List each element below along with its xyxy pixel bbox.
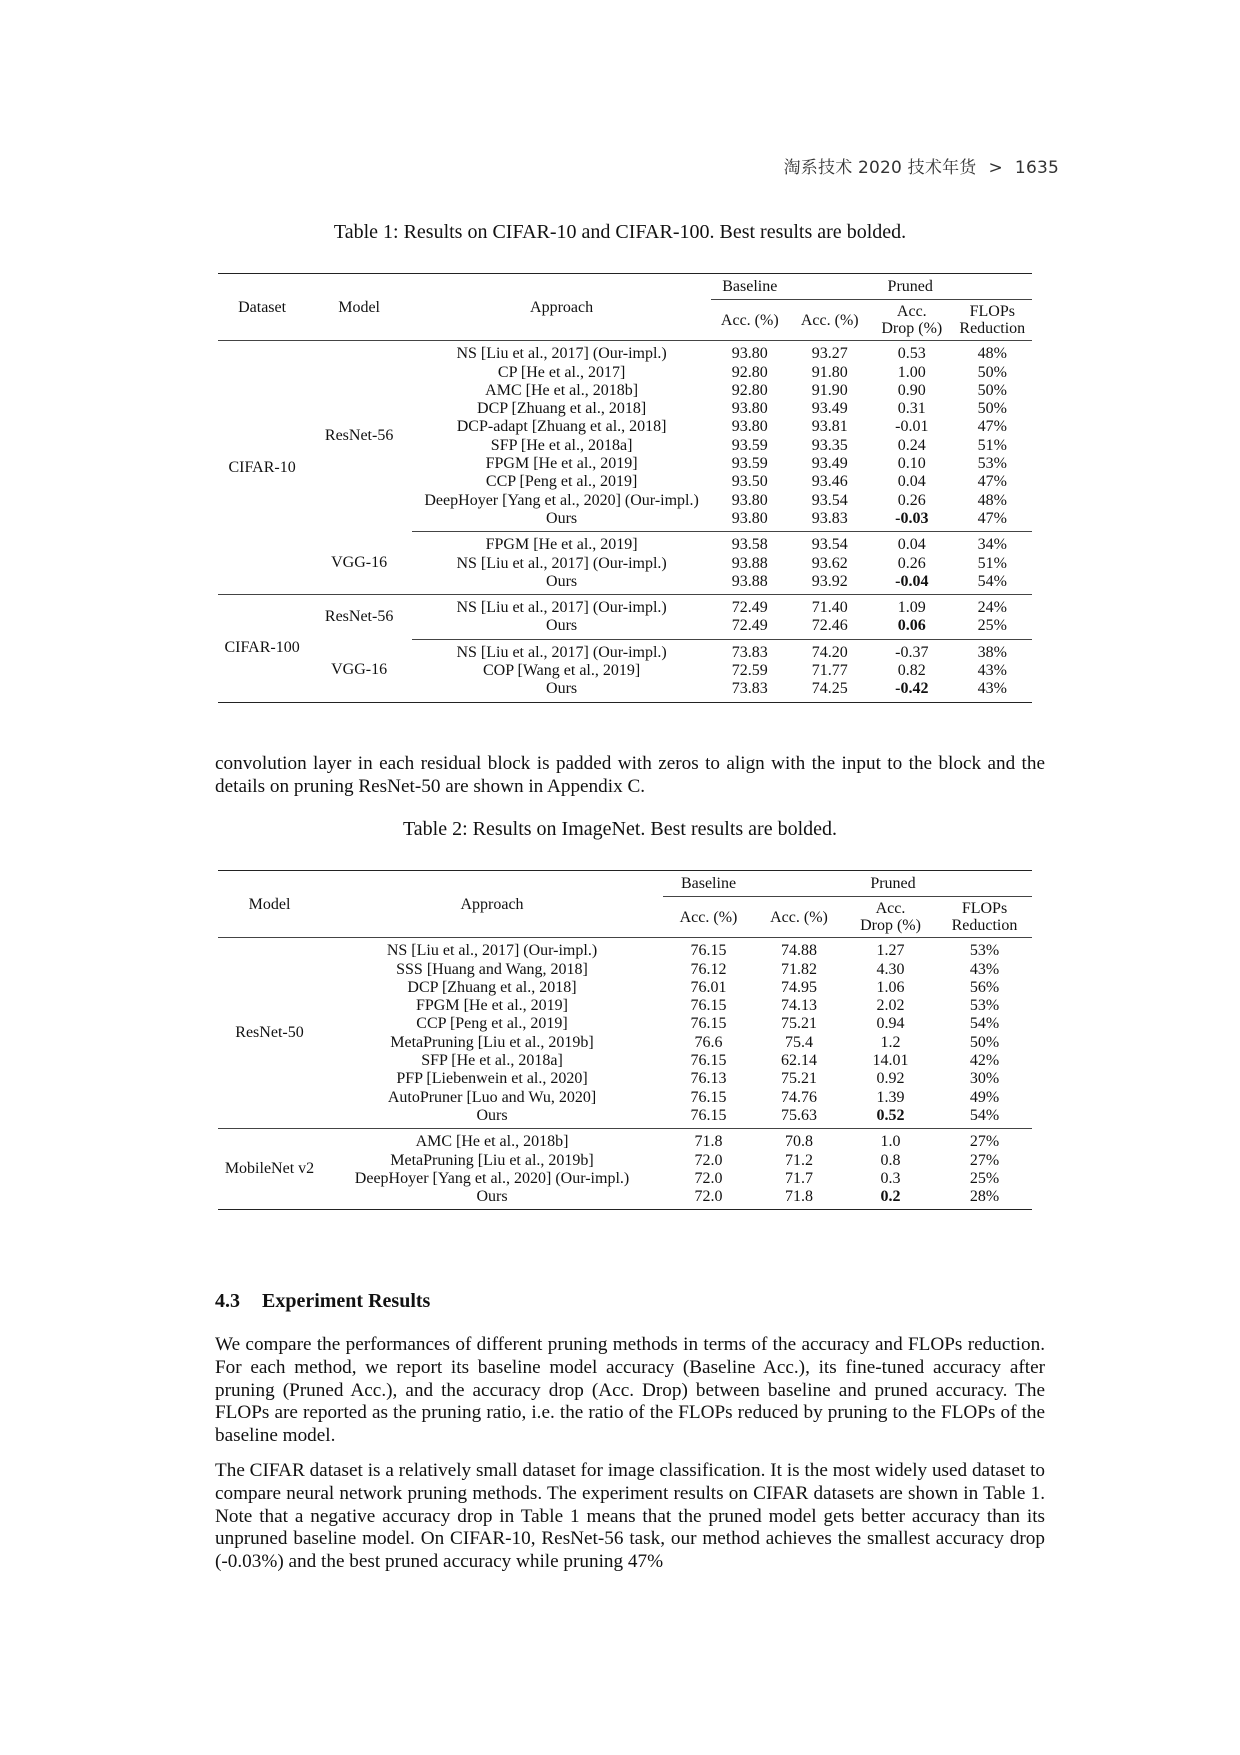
approach-cell: DeepHoyer [Yang et al., 2020] (Our-impl.)	[354, 1169, 630, 1187]
t1-header-baseline: Baseline	[711, 274, 788, 300]
section-heading	[215, 1290, 430, 1313]
pruned-acc-cell: 74.88	[781, 942, 817, 960]
acc-drop-cell: 14.01	[872, 1052, 909, 1070]
approach-cell: Ours	[546, 617, 578, 635]
table-row	[218, 1052, 1032, 1070]
approach-cell: AMC [He et al., 2018b]	[485, 381, 639, 399]
baseline-acc-cell: 71.8	[694, 1133, 723, 1151]
flops-cell: 48%	[977, 491, 1007, 509]
acc-drop-cell: 0.94	[876, 1015, 905, 1033]
pruned-acc-cell: 74.25	[811, 680, 848, 698]
table-row	[218, 341, 1032, 364]
pruned-acc-cell: 74.95	[781, 978, 817, 996]
baseline-acc-cell: 73.83	[711, 639, 788, 662]
pruned-acc-cell: 74.20	[788, 639, 871, 662]
baseline-acc-cell: 76.01	[690, 978, 727, 996]
pruned-acc-cell: 71.7	[785, 1169, 813, 1187]
approach-cell: COP [Wang et al., 2019]	[483, 662, 641, 680]
baseline-acc-cell: 93.80	[731, 491, 768, 509]
pruned-acc-cell: 71.8	[785, 1188, 813, 1206]
t1-header-pruned: Pruned	[788, 274, 1032, 300]
acc-drop-cell: 0.04	[897, 473, 926, 491]
table-row	[218, 532, 1032, 555]
acc-drop-cell: 0.26	[897, 554, 926, 572]
approach-cell: AMC [He et al., 2018b]	[415, 1133, 569, 1151]
table-row	[218, 639, 1032, 662]
acc-drop-cell: 0.24	[897, 436, 926, 454]
flops-cell: 51%	[977, 436, 1007, 454]
approach-cell: DCP [Zhuang et al., 2018]	[407, 978, 577, 996]
baseline-acc-cell: 76.15	[690, 997, 727, 1015]
t2-header-baseline-acc: Acc. (%)	[679, 908, 738, 926]
baseline-acc-cell: 72.49	[731, 617, 768, 635]
acc-drop-cell: -0.42	[895, 680, 929, 698]
acc-drop-cell: -0.01	[895, 418, 929, 436]
approach-cell: CCP [Peng et al., 2019]	[416, 1015, 568, 1033]
pruned-acc-cell: 93.46	[811, 473, 848, 491]
approach-cell: DeepHoyer [Yang et al., 2020] (Our-impl.)	[424, 491, 699, 509]
table-row	[218, 1015, 1032, 1033]
paragraph-2: We compare the performances of different pruning methods in terms of the accuracy and FLOPs reduction. For each method, we report its baseline model accuracy (Baseline Acc.), its fine-tuned accuracy after pruning (Pruned Acc.), and the accuracy drop (Acc. Drop) between baseline and pruned accuracy. The FLOPs are reported as the pruning ratio, i.e. the ratio of the FLOPs reduced by pruning to the FLOPs of the baseline model.	[215, 1334, 1045, 1447]
flops-cell: 25%	[969, 1169, 1000, 1187]
baseline-acc-cell: 76.13	[690, 1070, 727, 1088]
header-separator: >	[988, 158, 1003, 178]
flops-cell: 53%	[977, 455, 1007, 473]
dataset-cell: CIFAR-10	[228, 458, 296, 476]
acc-drop-cell: 1.09	[897, 599, 926, 617]
approach-cell: NS [Liu et al., 2017] (Our-impl.)	[456, 554, 667, 572]
acc-drop-cell: 0.92	[876, 1070, 905, 1088]
pruned-acc-cell: 71.77	[811, 662, 848, 680]
table-row	[218, 1152, 1032, 1170]
baseline-acc-cell: 93.80	[731, 509, 768, 527]
baseline-acc-cell: 76.6	[694, 1033, 723, 1051]
approach-cell: DCP [Zhuang et al., 2018]	[477, 400, 647, 418]
flops-cell: 50%	[969, 1033, 1000, 1051]
approach-cell: NS [Liu et al., 2017] (Our-impl.)	[456, 345, 667, 363]
baseline-acc-cell: 72.59	[731, 662, 768, 680]
pruned-acc-cell: 62.14	[781, 1052, 817, 1070]
baseline-acc-cell: 76.15	[690, 1106, 727, 1124]
pruned-acc-cell: 93.62	[811, 554, 848, 572]
approach-cell: Ours	[546, 509, 578, 527]
baseline-acc-cell: 76.15	[690, 942, 727, 960]
t1-header-model: Model	[338, 298, 380, 316]
model-cell: VGG-16	[331, 553, 388, 571]
approach-cell: MetaPruning [Liu et al., 2019b]	[390, 1151, 594, 1169]
page-number: 1635	[1014, 158, 1059, 178]
pruned-acc-cell: 93.27	[811, 345, 848, 363]
table-row	[218, 1107, 1032, 1129]
pruned-acc-cell: 75.21	[781, 1015, 817, 1033]
baseline-acc-cell: 76.12	[690, 960, 727, 978]
flops-cell: 42%	[969, 1052, 1000, 1070]
baseline-acc-cell: 76.15	[690, 1088, 727, 1106]
approach-cell: NS [Liu et al., 2017] (Our-impl.)	[386, 942, 598, 960]
approach-cell: Ours	[546, 572, 578, 590]
baseline-acc-cell: 93.88	[731, 572, 768, 590]
pruned-acc-cell: 93.49	[811, 400, 848, 418]
baseline-acc-cell: 93.80	[731, 345, 768, 363]
approach-cell: AutoPruner [Luo and Wu, 2020]	[387, 1088, 597, 1106]
acc-drop-cell: 0.53	[897, 345, 926, 363]
flops-cell: 27%	[969, 1151, 1000, 1169]
flops-cell: 50%	[977, 381, 1007, 399]
flops-cell: 30%	[969, 1070, 1000, 1088]
approach-cell: CCP [Peng et al., 2019]	[485, 473, 638, 491]
t2-header-approach: Approach	[460, 895, 524, 913]
acc-drop-cell: 0.06	[897, 617, 926, 635]
approach-cell: DCP-adapt [Zhuang et al., 2018]	[456, 418, 667, 436]
t1-header-flops: FLOPs Reduction	[959, 303, 1026, 338]
approach-cell: FPGM [He et al., 2019]	[485, 455, 638, 473]
flops-cell: 47%	[977, 418, 1007, 436]
table2-caption: Table 2: Results on ImageNet. Best results are bolded.	[402, 818, 838, 840]
flops-cell: 50%	[977, 400, 1007, 418]
baseline-acc-cell: 93.50	[731, 473, 768, 491]
pruned-acc-cell: 93.54	[788, 532, 871, 555]
baseline-acc-cell: 93.80	[731, 400, 768, 418]
t1-header-baseline-acc: Acc. (%)	[720, 311, 779, 329]
baseline-acc-cell: 76.15	[690, 1052, 727, 1070]
pruned-acc-cell: 75.21	[781, 1070, 817, 1088]
baseline-acc-cell: 93.59	[731, 436, 768, 454]
acc-drop-cell: 0.8	[880, 1151, 901, 1169]
pruned-acc-cell: 93.49	[811, 455, 848, 473]
pruned-acc-cell: 71.40	[811, 599, 848, 617]
baseline-acc-cell: 73.83	[731, 680, 768, 698]
pruned-acc-cell: 93.81	[811, 418, 848, 436]
flops-cell: 54%	[969, 1015, 1000, 1033]
pruned-acc-cell: 93.54	[811, 491, 848, 509]
flops-cell: 53%	[969, 997, 1000, 1015]
t2-header-baseline: Baseline	[663, 871, 754, 897]
approach-cell: Ours	[476, 1188, 508, 1206]
t2-header-pruned: Pruned	[754, 871, 1032, 897]
approach-cell: Ours	[476, 1106, 508, 1124]
table1-caption: Table 1: Results on CIFAR-10 and CIFAR-100. Best results are bolded.	[333, 221, 907, 243]
page-header	[784, 153, 1059, 178]
flops-cell: 27%	[969, 1133, 1000, 1151]
pruned-acc-cell: 71.82	[781, 960, 817, 978]
approach-cell: SFP [He et al., 2018a]	[421, 1052, 563, 1070]
acc-drop-cell: -0.03	[895, 509, 929, 527]
baseline-acc-cell: 76.15	[690, 1015, 727, 1033]
acc-drop-cell: 0.2	[880, 1188, 901, 1206]
flops-cell: 50%	[977, 363, 1007, 381]
pruned-acc-cell: 93.35	[811, 436, 848, 454]
flops-cell: 38%	[953, 639, 1032, 662]
baseline-acc-cell: 72.0	[694, 1151, 723, 1169]
flops-cell: 24%	[977, 599, 1007, 617]
table-row	[218, 997, 1032, 1015]
table2	[218, 870, 1032, 1210]
approach-cell: NS [Liu et al., 2017] (Our-impl.)	[456, 599, 667, 617]
approach-cell: PFP [Liebenwein et al., 2020]	[396, 1070, 588, 1088]
flops-cell: 51%	[977, 554, 1007, 572]
table-row	[218, 1188, 1032, 1210]
baseline-acc-cell: 93.80	[731, 418, 768, 436]
table-row	[218, 1129, 1032, 1152]
model-cell: MobileNet v2	[224, 1160, 315, 1178]
baseline-acc-cell: 93.88	[731, 554, 768, 572]
table-row	[218, 1089, 1032, 1107]
flops-cell: 47%	[977, 509, 1007, 527]
acc-drop-cell: 0.26	[897, 491, 926, 509]
t2-header-flops: FLOPs Reduction	[951, 900, 1018, 935]
pruned-acc-cell: 91.80	[811, 363, 848, 381]
t2-header-acc-drop: Acc. Drop (%)	[860, 900, 921, 935]
paragraph-1: convolution layer in each residual block is padded with zeros to align with the input to the block and the details on pruning ResNet-50 are shown in Appendix C.	[215, 753, 1045, 797]
approach-cell: MetaPruning [Liu et al., 2019b]	[390, 1033, 594, 1051]
t1-header-dataset: Dataset	[238, 298, 287, 316]
flops-cell: 25%	[977, 617, 1007, 635]
t1-header-approach: Approach	[530, 298, 594, 316]
flops-cell: 48%	[977, 345, 1007, 363]
flops-cell: 54%	[977, 572, 1007, 590]
model-cell: VGG-16	[331, 661, 388, 679]
approach-cell: SSS [Huang and Wang, 2018]	[396, 960, 588, 978]
approach-cell: FPGM [He et al., 2019]	[416, 997, 568, 1015]
model-cell: ResNet-56	[324, 427, 394, 445]
pruned-acc-cell: 72.46	[811, 617, 848, 635]
table-row	[218, 1170, 1032, 1188]
section-number: 4.3	[215, 1290, 240, 1312]
paragraph-3: The CIFAR dataset is a relatively small dataset for image classification. It is the most widely used dataset to compare neural network pruning methods. The experiment results on CIFAR datasets are shown in Table 1. Note that a negative accuracy drop in Table 1 means that the pruned model gets better accuracy than its unpruned baseline model. On CIFAR-10, ResNet-56 task, our method achieves the smallest accuracy drop (-0.03%) and the best pruned accuracy while pruning 47%	[215, 1460, 1045, 1573]
table-row	[218, 938, 1032, 961]
acc-drop-cell: -0.04	[895, 572, 929, 590]
acc-drop-cell: 1.06	[876, 978, 905, 996]
flops-cell: 54%	[969, 1106, 1000, 1124]
acc-drop-cell: 0.82	[897, 662, 926, 680]
flops-cell: 56%	[969, 978, 1000, 996]
baseline-acc-cell: 72.0	[694, 1188, 723, 1206]
approach-cell: NS [Liu et al., 2017] (Our-impl.)	[412, 639, 711, 662]
approach-cell: CP [He et al., 2017]	[497, 363, 626, 381]
baseline-acc-cell: 92.80	[731, 363, 768, 381]
flops-cell: 47%	[977, 473, 1007, 491]
table-row	[218, 1070, 1032, 1088]
flops-cell: 43%	[969, 960, 1000, 978]
baseline-acc-cell: 72.0	[694, 1169, 723, 1187]
acc-drop-cell: 0.52	[876, 1106, 905, 1124]
table1-body	[218, 341, 1032, 702]
flops-cell: 34%	[953, 532, 1032, 555]
table-row	[218, 595, 1032, 618]
t2-header-model: Model	[248, 895, 291, 913]
baseline-acc-cell: 72.49	[731, 599, 768, 617]
acc-drop-cell: 0.90	[897, 381, 926, 399]
t2-header-pruned-acc: Acc. (%)	[770, 908, 828, 926]
table-row	[218, 1034, 1032, 1052]
table2-body	[218, 938, 1032, 1210]
dataset-cell: CIFAR-100	[224, 639, 300, 657]
acc-drop-cell: 0.31	[897, 400, 926, 418]
t1-header-pruned-acc: Acc. (%)	[800, 311, 859, 329]
flops-cell: 28%	[969, 1188, 1000, 1206]
acc-drop-cell: -0.37	[871, 639, 953, 662]
pruned-acc-cell: 71.2	[785, 1151, 813, 1169]
acc-drop-cell: 2.02	[876, 997, 905, 1015]
flops-cell: 49%	[969, 1088, 1000, 1106]
pruned-acc-cell: 75.63	[781, 1106, 817, 1124]
pruned-acc-cell: 70.8	[785, 1133, 813, 1151]
acc-drop-cell: 1.0	[880, 1133, 901, 1151]
baseline-acc-cell: 93.59	[731, 455, 768, 473]
model-cell: ResNet-50	[235, 1024, 304, 1042]
pruned-acc-cell: 74.13	[781, 997, 817, 1015]
pruned-acc-cell: 74.76	[781, 1088, 817, 1106]
model-cell: ResNet-56	[324, 608, 394, 626]
flops-cell: 43%	[977, 662, 1007, 680]
acc-drop-cell: 0.10	[897, 455, 926, 473]
flops-cell: 43%	[977, 680, 1007, 698]
header-title: 淘系技术 2020 技术年货	[783, 158, 977, 178]
approach-cell: SFP [He et al., 2018a]	[490, 436, 633, 454]
section-title: Experiment Results	[262, 1290, 431, 1312]
t1-header-acc-drop: Acc. Drop (%)	[881, 303, 943, 338]
acc-drop-cell: 0.04	[871, 532, 953, 555]
baseline-acc-cell: 93.58	[711, 532, 788, 555]
pruned-acc-cell: 75.4	[785, 1033, 813, 1051]
acc-drop-cell: 1.27	[876, 942, 905, 960]
table1	[218, 273, 1032, 703]
baseline-acc-cell: 92.80	[731, 381, 768, 399]
table-row	[218, 961, 1032, 979]
acc-drop-cell: 1.2	[880, 1033, 901, 1051]
approach-cell: FPGM [He et al., 2019]	[412, 532, 711, 555]
table-row	[218, 979, 1032, 997]
acc-drop-cell: 0.3	[880, 1169, 901, 1187]
flops-cell: 53%	[969, 942, 1000, 960]
pruned-acc-cell: 93.92	[811, 572, 848, 590]
acc-drop-cell: 1.39	[876, 1088, 905, 1106]
pruned-acc-cell: 93.83	[811, 509, 848, 527]
acc-drop-cell: 1.00	[897, 363, 926, 381]
approach-cell: Ours	[546, 680, 578, 698]
pruned-acc-cell: 91.90	[811, 381, 848, 399]
acc-drop-cell: 4.30	[876, 960, 905, 978]
